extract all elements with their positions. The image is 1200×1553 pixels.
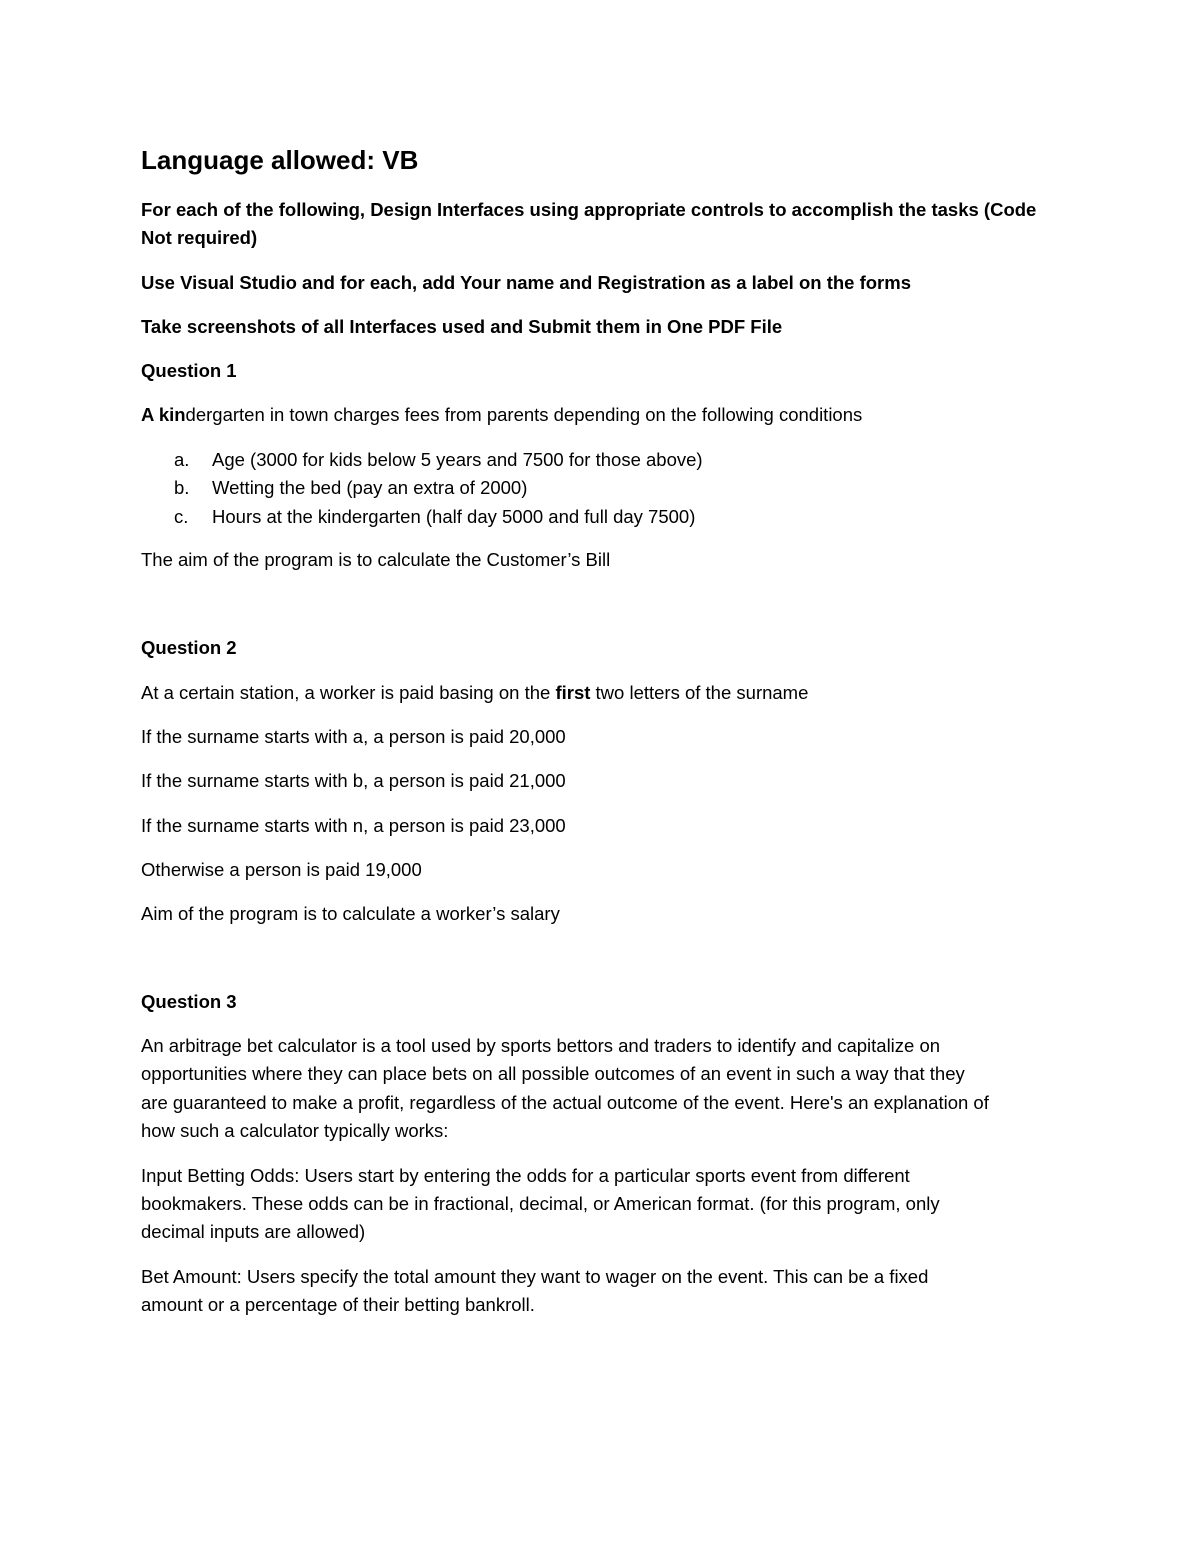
question-3-para-1-line: are guaranteed to make a profit, regardless of the actual outcome of the event. Here's an explanation of [141, 1092, 989, 1113]
question-3-para-2-line: decimal inputs are allowed) [141, 1221, 366, 1242]
question-3-para-2-line: bookmakers. These odds can be in fractional, decimal, or American format. (for this program, only [141, 1193, 940, 1214]
question-1-heading: Question 1 [141, 360, 237, 381]
question-1-aim: The aim of the program is to calculate the Customer’s Bill [141, 549, 611, 570]
list-item: Hours at the kindergarten (half day 5000 and full day 7500) [212, 506, 696, 527]
question-2-intro [141, 679, 808, 707]
question-2-aim: Aim of the program is to calculate a worker’s salary [141, 903, 560, 924]
question-3-para-1-line: opportunities where they can place bets on all possible outcomes of an event in such a way that they [141, 1063, 965, 1084]
question-3-para-2-line: Input Betting Odds: Users start by entering the odds for a particular sports event from different [141, 1165, 910, 1186]
question-3-para-1-line: how such a calculator typically works: [141, 1120, 449, 1141]
question-2-intro-after: two letters of the surname [590, 682, 809, 703]
question-1-intro-rest: dergarten in town charges fees from parents depending on the following conditions [185, 404, 863, 425]
question-3-para-3-line: amount or a percentage of their betting bankroll. [141, 1294, 535, 1315]
question-3-heading: Question 3 [141, 991, 237, 1012]
question-2-otherwise: Otherwise a person is paid 19,000 [141, 859, 422, 880]
question-2-intro-bold: first [555, 682, 591, 703]
page-title: Language allowed: VB [141, 145, 419, 175]
list-item: Age (3000 for kids below 5 years and 7500 for those above) [212, 449, 703, 470]
question-2-rule-n: If the surname starts with n, a person is paid 23,000 [141, 815, 566, 836]
instruction-line-3: Take screenshots of all Interfaces used and Submit them in One PDF File [141, 316, 783, 337]
question-2-heading: Question 2 [141, 637, 237, 658]
question-3-para-3-line: Bet Amount: Users specify the total amount they want to wager on the event. This can be a fixed [141, 1266, 929, 1287]
question-1-intro-bold: A kin [141, 404, 186, 425]
question-2-rule-b: If the surname starts with b, a person is paid 21,000 [141, 770, 566, 791]
question-3-para-1-line: An arbitrage bet calculator is a tool used by sports bettors and traders to identify and capitalize on [141, 1035, 941, 1056]
question-1-intro [141, 401, 862, 429]
instruction-line-1a: For each of the following, Design Interfaces using appropriate controls to accomplish the tasks (Code [141, 199, 1037, 220]
list-marker: a. [174, 449, 190, 470]
question-2-rule-a: If the surname starts with a, a person is paid 20,000 [141, 726, 566, 747]
list-item: Wetting the bed (pay an extra of 2000) [212, 477, 528, 498]
list-marker: c. [174, 506, 189, 527]
list-marker: b. [174, 477, 190, 498]
question-2-intro-before: At a certain station, a worker is paid basing on the [141, 682, 556, 703]
instruction-line-2: Use Visual Studio and for each, add Your name and Registration as a label on the forms [141, 272, 911, 293]
instruction-line-1b: Not required) [141, 227, 258, 248]
